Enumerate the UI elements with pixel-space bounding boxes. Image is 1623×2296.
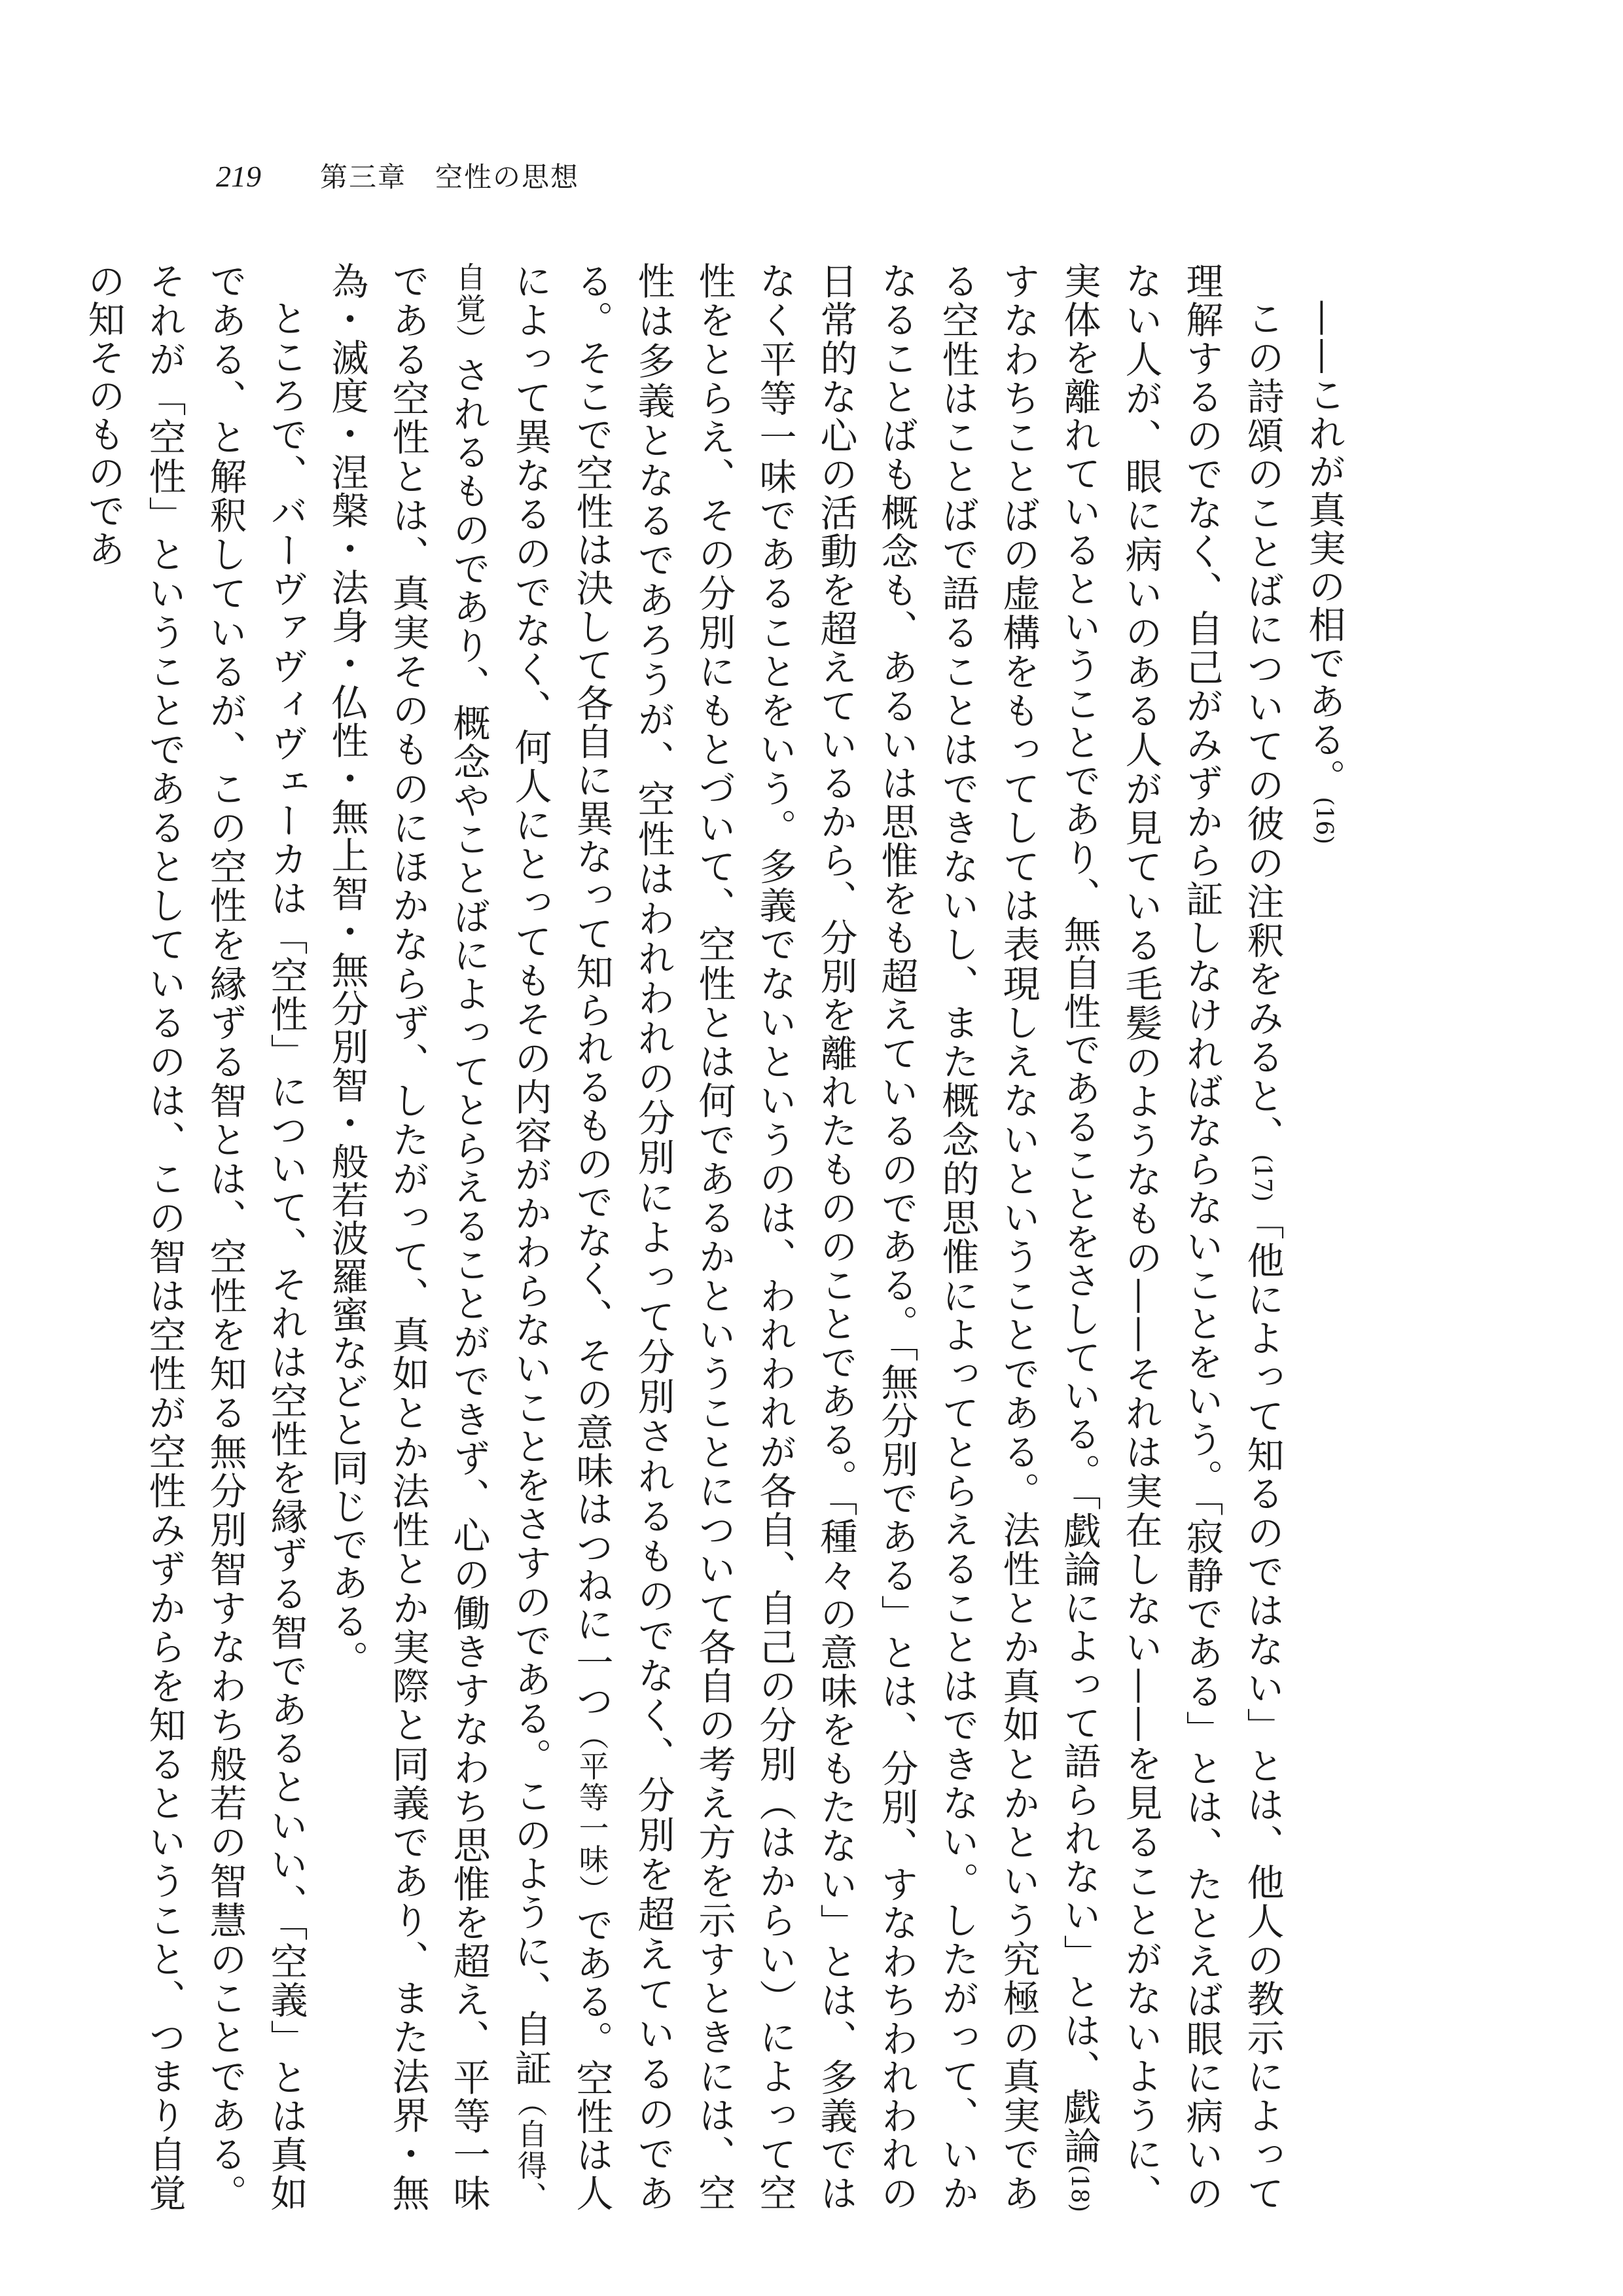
paren-equality: （平等一味） xyxy=(575,1719,609,1906)
body-text xyxy=(73,262,1355,2212)
paragraph-bhavaviveka xyxy=(73,262,316,2212)
paragraph-commentary xyxy=(316,262,1293,2212)
paren-self-realization: （自得、自覚） xyxy=(452,262,548,2213)
commentary-text-4: である。空性は人によって異なるのでなく、何人にとってもその内容がかわらないことをさすのである。このように、自証 xyxy=(508,262,613,2213)
commentary-text-3: すなわちことばの虚構をもってしては表現しえないということである。法性とか真如とかという究極の真実である空性はことばで語ることはできないし、また概念的思惟によってとらえることはできない。したがって、いかなることばも概念も、あるいは思惟をも超えているのである。「無分別である」とは、分別、すなわちわれわれの日常的な心の活動を超えているから、分別を離れたもののことである。「種々の意味をもたない」とは、多義ではなく平等一味であることをいう。多義でないというのは、われわれが各自、自己の分別（はからい）によって空性をとらえ、その分別にもとづいて、空性とは何であるかということについて各自の考え方を示すときには、空性は多義となるであろうが、空性はわれわれの分別によって分別されるものでなく、分別を超えているのである。そこで空性は決して各自に異なって知られるものでなく、その意味はつねに一つ xyxy=(570,262,1040,2213)
commentary-text-2: 「他によって知るのではない」とは、他人の教示によって理解するのでなく、自己がみずから証しなければならないことをいう。「寂静である」とは、たとえば眼に病いのない人が、眼に病いのある人が見ている毛髪のようなもの——それは実在しない——を見ることがないように、実体を離れているということであり、無自性であることをさしている。「戯論によって語られない」とは、戯論 xyxy=(1058,262,1284,2213)
running-head: 第三章 空性の思想 xyxy=(320,161,580,193)
commentary-text-5: されるものであり、概念やことばによってとらえることができず、心の働きすなわち思惟を超え、平等一味である空性とは、真実そのものにほかならず、したがって、真如とか法性とか実際と同義であり、また法界・無為・滅度・涅槃・法身・仏性・無上智・無分別智・般若波羅蜜などと同じである。 xyxy=(325,262,490,2213)
note-ref-16: (16) xyxy=(1311,797,1338,845)
page-number: 219 xyxy=(216,160,261,193)
commentary-text-1: この詩頌のことばについての彼の注釈をみると、 xyxy=(1241,299,1284,1155)
verse-closing-line xyxy=(1293,262,1355,2212)
page-header xyxy=(216,156,579,195)
note-ref-17: (17) xyxy=(1249,1154,1276,1202)
bhavaviveka-text: ところで、バーヴァヴィヴェーカは「空性」について、それは空性を縁ずる智であるといい、「空義」とは真如である、と解釈しているが、この空性を縁ずる智とは、空性を知る無分別智すなわち般若の智慧のことである。それが「空性」ということであるとしているのは、この智は空性が空性みずからを知るということ、つまり自覚の知そのものであ xyxy=(82,262,308,2213)
verse-closing-text: ——これが真実の相である。 xyxy=(1302,299,1346,797)
note-ref-18: (18) xyxy=(1066,2164,1093,2212)
